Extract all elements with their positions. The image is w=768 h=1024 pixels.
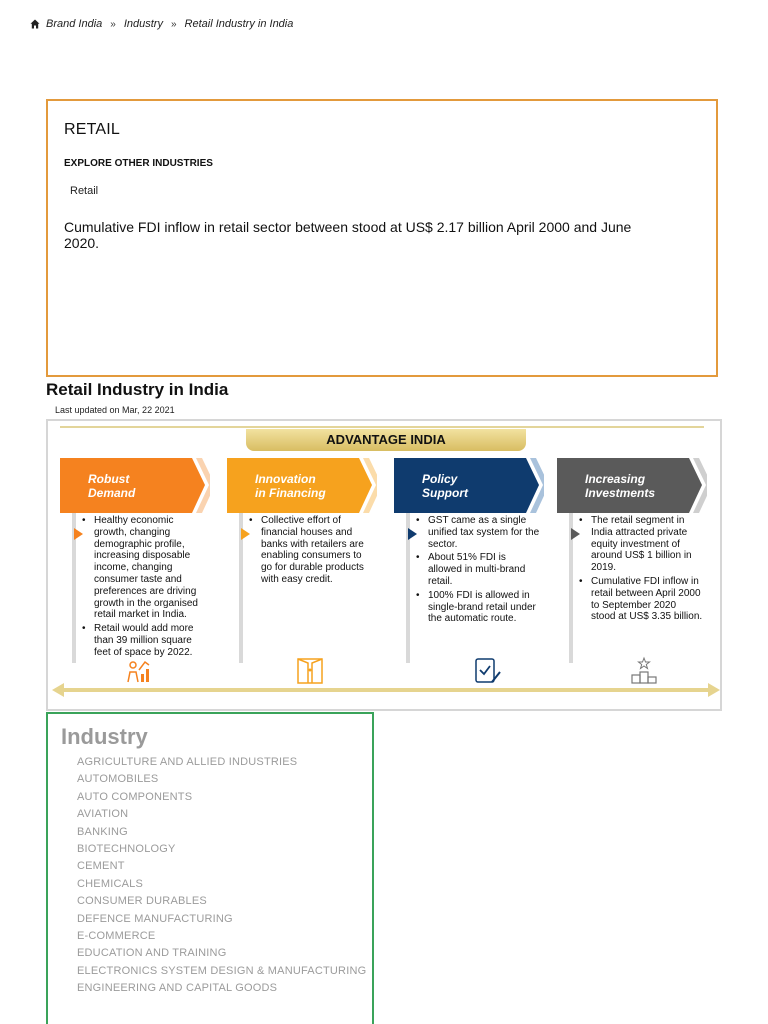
list-item: • Healthy economic growth, changing demographic profile, increasing disposable income, changing consumer taste and preferences are driving growth in the organised retail market in India. [94,515,204,621]
breadcrumb-separator-icon: » [110,18,116,30]
breadcrumb-brand-india[interactable]: Brand India [46,18,103,30]
list-item: • The retail segment in India attracted private equity investment of around US$ 1 billion in 2019. [591,515,703,574]
sidebar-item-auto-components[interactable]: AUTO COMPONENTS [77,790,193,803]
column-title: Innovation [255,471,316,486]
column-bullets [416,515,540,627]
advantage-india-banner: ADVANTAGE INDIA [246,429,526,451]
list-item: • Retail would add more than 39 million square feet of space by 2022. [94,623,204,658]
sidebar-item-automobiles[interactable]: AUTOMOBILES [77,773,159,786]
breadcrumb-current: Retail Industry in India [184,18,294,30]
advantage-column-increasing-investments [557,458,707,623]
column-title: Policy [422,471,458,486]
list-item: • About 51% FDI is allowed in multi-brand retail. [428,552,540,587]
sidebar-item-engineering-capital-goods[interactable]: ENGINEERING AND CAPITAL GOODS [77,982,278,995]
column-title: Increasing [585,471,646,486]
list-item: • 100% FDI is allowed in single-brand retail under the automatic route. [428,590,540,625]
column-title: Demand [88,485,136,500]
column-title: Support [422,485,468,500]
column-bullets [579,515,703,625]
sidebar-item-electronics-system-design[interactable]: ELECTRONICS SYSTEM DESIGN & MANUFACTURING [77,964,367,977]
advantage-column-robust-demand [60,458,210,658]
list-item: • Collective effort of financial houses and banks with retailers are enabling consumers to go for durable products with easy credit. [261,515,371,586]
sidebar-item-consumer-durables[interactable]: CONSUMER DURABLES [77,895,207,908]
sidebar-item-education-training[interactable]: EDUCATION AND TRAINING [77,947,227,960]
column-title: in Financing [255,485,326,500]
advantage-india-infographic [46,419,722,711]
sidebar-item-aviation[interactable]: AVIATION [77,808,129,821]
retail-panel [46,99,718,377]
column-title: Investments [585,485,656,500]
last-updated-text: Last updated on Mar, 22 2021 [55,405,175,415]
column-bullets [249,515,371,588]
page-title: Retail Industry in India [46,380,229,399]
list-item: • Cumulative FDI inflow in retail between April 2000 to September 2020 stood at US$ 3.35 billion. [591,576,703,623]
column-bullets [82,515,204,661]
industry-sidebar [46,712,374,1024]
industry-list [77,754,366,998]
home-icon[interactable] [30,19,40,29]
advantage-column-innovation-financing [227,458,377,585]
explore-other-industries-label: EXPLORE OTHER INDUSTRIES [64,158,213,169]
sidebar-item-chemicals[interactable]: CHEMICALS [77,877,143,890]
retail-title: RETAIL [64,121,121,138]
sidebar-item-agriculture[interactable]: AGRICULTURE AND ALLIED INDUSTRIES [77,756,298,768]
door-icon [295,656,325,686]
sidebar-item-defence-manufacturing[interactable]: DEFENCE MANUFACTURING [77,912,233,925]
double-arrow-icon [64,688,708,692]
advantage-column-policy-support [394,458,544,625]
sidebar-item-cement[interactable]: CEMENT [77,860,125,873]
breadcrumb [30,18,293,30]
sidebar-item-biotechnology[interactable]: BIOTECHNOLOGY [77,843,176,856]
document-check-icon [472,656,502,686]
column-title: Robust [88,471,130,486]
people-growth-icon [123,656,153,686]
podium-icon [629,656,659,686]
sidebar-item-banking[interactable]: BANKING [77,825,128,838]
fdi-summary-text: Cumulative FDI inflow in retail sector between stood at US$ 2.17 billion April 2000 and June 2020. [64,219,632,251]
industry-select[interactable]: Retail [70,185,99,197]
breadcrumb-separator-icon: » [170,18,177,30]
infographic-top-rule [60,426,704,428]
breadcrumb-industry[interactable]: Industry [123,18,163,30]
sidebar-item-e-commerce[interactable]: E-COMMERCE [77,930,156,943]
industry-sidebar-title: Industry [61,724,148,749]
list-item: • GST came as a single unified tax system for the sector. [428,515,540,550]
